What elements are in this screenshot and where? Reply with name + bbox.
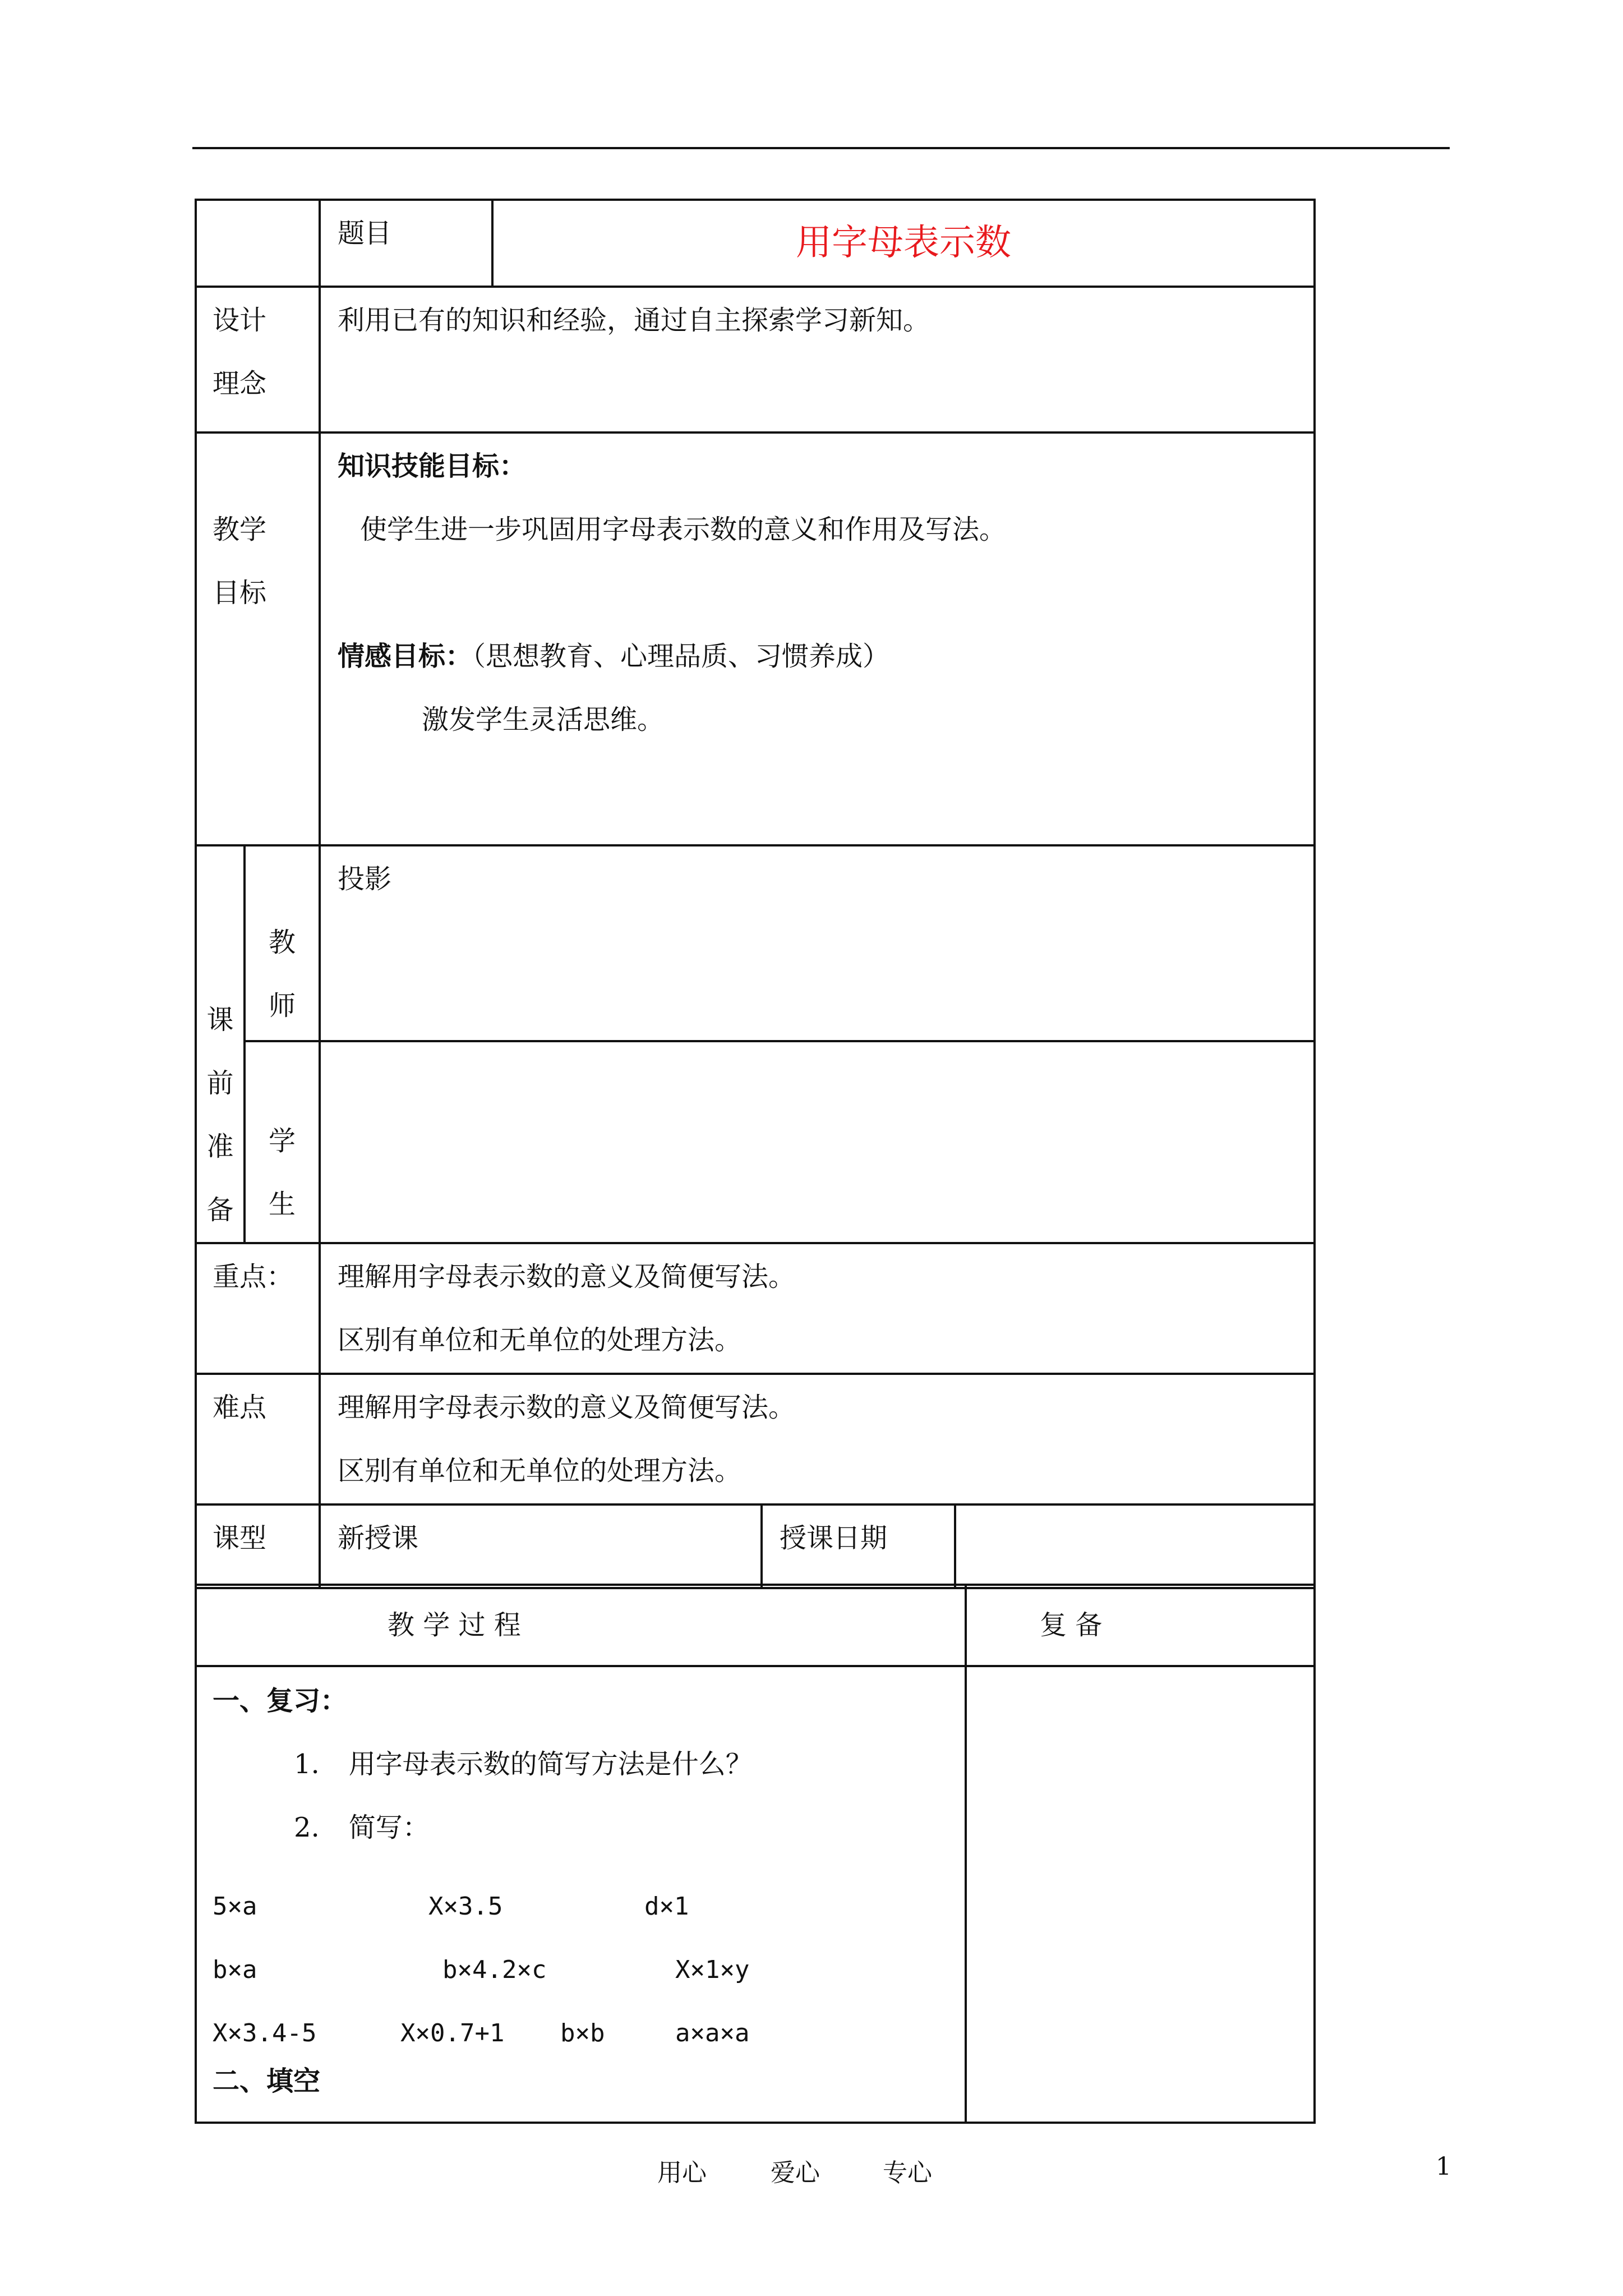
goal-label-line1: 教学 xyxy=(213,514,267,545)
section-review-heading: 一、复习： xyxy=(213,1685,348,1717)
prep-char: 课 xyxy=(206,1004,234,1036)
teacher-text: 投影 xyxy=(320,845,1315,1041)
key-line2: 区别有单位和无单位的处理方法。 xyxy=(338,1324,742,1356)
process-content xyxy=(196,1666,966,2123)
teacher-label xyxy=(245,845,320,1041)
difficulty-line1: 理解用字母表示数的意义及简便写法。 xyxy=(338,1392,796,1423)
question-2 xyxy=(213,1812,965,1875)
difficulty-content xyxy=(320,1374,1315,1504)
expression: a×a×a xyxy=(675,2019,750,2048)
difficulty-line2: 区别有单位和无单位的处理方法。 xyxy=(338,1455,742,1487)
lesson-type-label: 课型 xyxy=(196,1504,320,1588)
goal-content xyxy=(320,432,1315,845)
expression: X×3.5 xyxy=(428,1892,503,1921)
expression: b×4.2×c xyxy=(442,1955,547,1985)
prep-char: 准 xyxy=(206,1131,234,1162)
emotion-heading: 情感目标： xyxy=(338,641,473,672)
footer-motto-2: 爱心 xyxy=(771,2159,820,2187)
question-1 xyxy=(213,1749,965,1812)
key-content xyxy=(320,1243,1315,1374)
key-label: 重点： xyxy=(196,1243,320,1374)
difficulty-label: 难点 xyxy=(196,1374,320,1504)
section-fill-heading: 二、填空 xyxy=(213,2065,321,2097)
page-number: 1 xyxy=(1436,2152,1451,2181)
emotion-text: 激发学生灵活思维。 xyxy=(422,704,665,735)
question-1-number: 1. xyxy=(294,1749,320,1780)
expression: X×0.7+1 xyxy=(400,2019,505,2048)
expression: b×b xyxy=(560,2019,605,2048)
question-2-text: 简写： xyxy=(348,1812,430,1843)
emotion-line xyxy=(338,641,1297,704)
teaching-process-table xyxy=(195,1584,1316,2124)
lesson-type-value: 新授课 xyxy=(320,1504,762,1588)
skill-text: 使学生进一步巩固用字母表示数的意义和作用及写法。 xyxy=(360,514,1007,545)
lesson-info-table xyxy=(195,199,1316,1589)
question-2-number: 2. xyxy=(294,1812,320,1843)
review-content xyxy=(966,1666,1315,2123)
footer-motto-1: 用心 xyxy=(657,2159,707,2187)
prep-char: 备 xyxy=(206,1194,234,1226)
topic-label: 题目 xyxy=(320,200,492,287)
expression: b×a xyxy=(213,1955,257,1985)
review-header: 复 备 xyxy=(966,1585,1315,1666)
student-char: 生 xyxy=(268,1188,296,1220)
design-label xyxy=(196,287,320,432)
teacher-char: 师 xyxy=(268,990,296,1022)
prep-label xyxy=(196,845,245,1243)
emotion-paren: （思想教育、心理品质、习惯养成） xyxy=(472,641,890,672)
lesson-title: 用字母表示数 xyxy=(492,200,1315,287)
design-label-line1: 设计 xyxy=(213,305,267,336)
student-label xyxy=(245,1041,320,1243)
key-line1: 理解用字母表示数的意义及简便写法。 xyxy=(338,1261,796,1292)
expression: 5×a xyxy=(213,1892,257,1921)
goal-label xyxy=(196,432,320,845)
question-1-text: 用字母表示数的简写方法是什么？ xyxy=(348,1749,753,1780)
header-rule xyxy=(192,147,1450,149)
blank-corner-cell xyxy=(196,200,320,287)
process-header: 教 学 过 程 xyxy=(196,1585,966,1666)
student-char: 学 xyxy=(268,1125,296,1157)
prep-char: 前 xyxy=(206,1068,234,1099)
footer-motto-3: 专心 xyxy=(883,2159,932,2187)
design-label-line2: 理念 xyxy=(213,368,267,399)
lesson-date-value xyxy=(955,1504,1315,1588)
teacher-char: 教 xyxy=(268,927,296,958)
expression-row xyxy=(213,2002,965,2065)
expression-row xyxy=(213,1939,965,2002)
goal-label-line2: 目标 xyxy=(213,577,267,609)
expression: X×1×y xyxy=(675,1955,750,1985)
skill-heading: 知识技能目标： xyxy=(338,450,527,482)
student-content xyxy=(320,1041,1315,1243)
lesson-date-label: 授课日期 xyxy=(762,1504,955,1588)
expression: X×3.4-5 xyxy=(213,2019,317,2048)
expression: d×1 xyxy=(644,1892,689,1921)
expression-row xyxy=(213,1875,965,1939)
design-text: 利用已有的知识和经验，通过自主探索学习新知。 xyxy=(320,287,1315,432)
